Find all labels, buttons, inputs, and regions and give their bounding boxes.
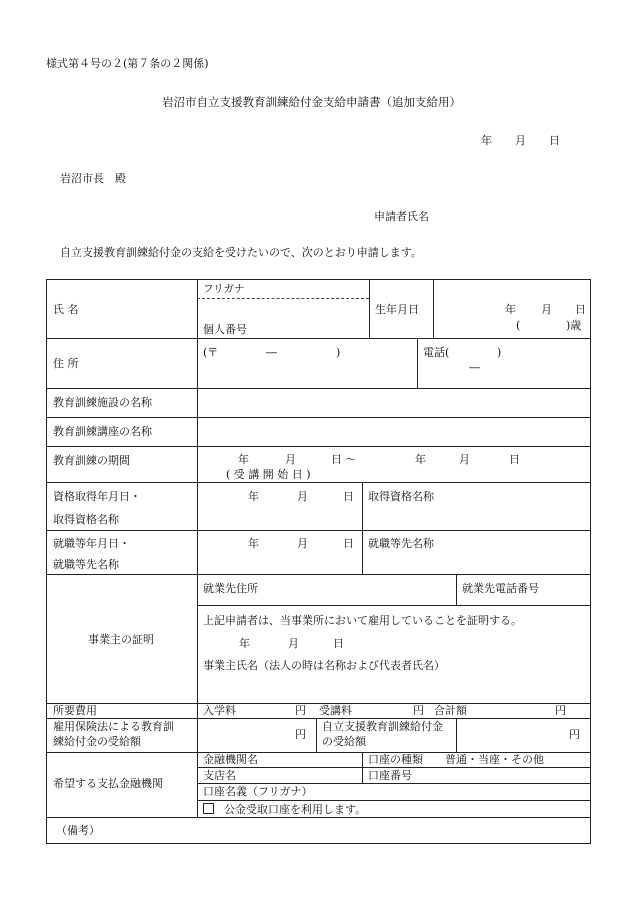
birth-year-label: 年 [505,303,516,316]
employer-phone-label: 就業先電話番号 [462,582,539,595]
period-end-month: 月 [459,453,470,466]
total-yen: 円 [555,704,566,717]
account-type-options: 普通・当座・その他 [445,753,544,766]
insurance-benefit-label-line1: 雇用保険法による教育訓 [53,720,174,733]
remarks-label: （備考） [56,824,100,837]
employer-month: 月 [288,637,299,650]
account-type-label: 口座の種類 [368,753,423,766]
birth-month-label: 月 [541,303,552,316]
bank-label: 希望する支払金融機関 [53,777,163,790]
account-number-label: 口座番号 [368,769,412,782]
period-label: 教育訓練の期間 [53,454,130,467]
age-open: ( [516,319,521,332]
form-number: 様式第４号の２(第７条の２関係) [46,57,209,70]
account-holder-label: 口座名義（フリガナ） [203,785,313,798]
phone-close: ) [497,346,502,359]
employment-year: 年 [248,537,259,550]
date-year-label: 年 [481,134,492,147]
employer-year: 年 [239,637,250,650]
qualification-month: 月 [297,490,308,503]
cost-label: 所要費用 [53,704,97,717]
name-label: 氏 名 [53,303,79,316]
phone-label: 電話( [423,346,450,359]
employment-name-label: 就職等先名称 [53,558,119,571]
tuition-fee-label: 受講料 [319,704,352,717]
tuition-fee-yen: 円 [413,704,424,717]
admission-fee-label: 入学料 [203,704,236,717]
age-label: )歳 [566,319,582,332]
period-start-year: 年 [238,453,249,466]
employer-name-label: 事業主氏名（法人の時は名称および代表者氏名） [203,659,445,672]
public-account-option[interactable] [203,803,366,815]
support-benefit-label-line1: 自立支援教育訓練給付金 [322,720,443,733]
public-account-text: 公金受取口座を利用します。 [224,803,367,816]
branch-name-label: 支店名 [203,769,236,782]
qualification-year: 年 [248,490,259,503]
support-benefit-label-line2: の受給額 [322,735,366,748]
birth-day-label: 日 [575,303,586,316]
period-start-month: 月 [285,453,296,466]
intro-text: 自立支援教育訓練給付金の支給を受けたいので、次のとおり申請します。 [60,246,422,259]
total-label: 合計額 [434,704,467,717]
employment-date-label: 就職等年月日・ [53,537,130,550]
qualification-day: 日 [343,490,354,503]
employer-statement: 上記申請者は、当事業所において雇用していることを証明する。 [203,614,522,627]
date-day-label: 日 [549,134,560,147]
period-end-year: 年 [415,453,426,466]
postal-dash: ― [266,346,277,359]
qualification-name-label: 取得資格名称 [53,513,119,526]
insurance-benefit-yen: 円 [295,728,306,741]
employer-day: 日 [333,637,344,650]
support-benefit-yen: 円 [569,728,580,741]
course-label: 教育訓練講座の名称 [53,425,152,438]
public-account-checkbox[interactable] [203,803,214,814]
employment-month: 月 [297,537,308,550]
postal-close: ) [336,346,341,359]
furigana-label: フリガナ [203,283,245,295]
period-end-day: 日 [509,453,520,466]
facility-label: 教育訓練施設の名称 [53,396,152,409]
address-label: 住 所 [53,357,79,370]
applicant-name-label: 申請者氏名 [374,210,429,223]
employer-certification-label: 事業主の証明 [88,633,154,646]
admission-fee-yen: 円 [295,704,306,717]
postal-open: (〒 [203,346,219,359]
insurance-benefit-label-line2: 練給付金の受給額 [53,735,141,748]
addressee: 岩沼市長 殿 [60,172,126,185]
page-title: 岩沼市自立支援教育訓練給付金支給申請書（追加支給用） [162,95,461,109]
phone-dash: ― [469,361,480,374]
employer-address-label: 就業先住所 [203,582,258,595]
period-start-day: 日 〜 [331,453,357,466]
employment-name-field-label: 就職等先名称 [368,537,434,550]
qualification-name-field-label: 取得資格名称 [368,490,434,503]
employment-day: 日 [343,537,354,550]
birthdate-label: 生年月日 [375,303,419,316]
personal-number-label: 個人番号 [203,323,247,336]
qualification-date-label: 資格取得年月日・ [53,490,141,503]
bank-name-label: 金融機関名 [203,753,258,766]
date-month-label: 月 [515,134,526,147]
period-start-note: ( 受 講 開 始 日 ) [226,468,311,481]
